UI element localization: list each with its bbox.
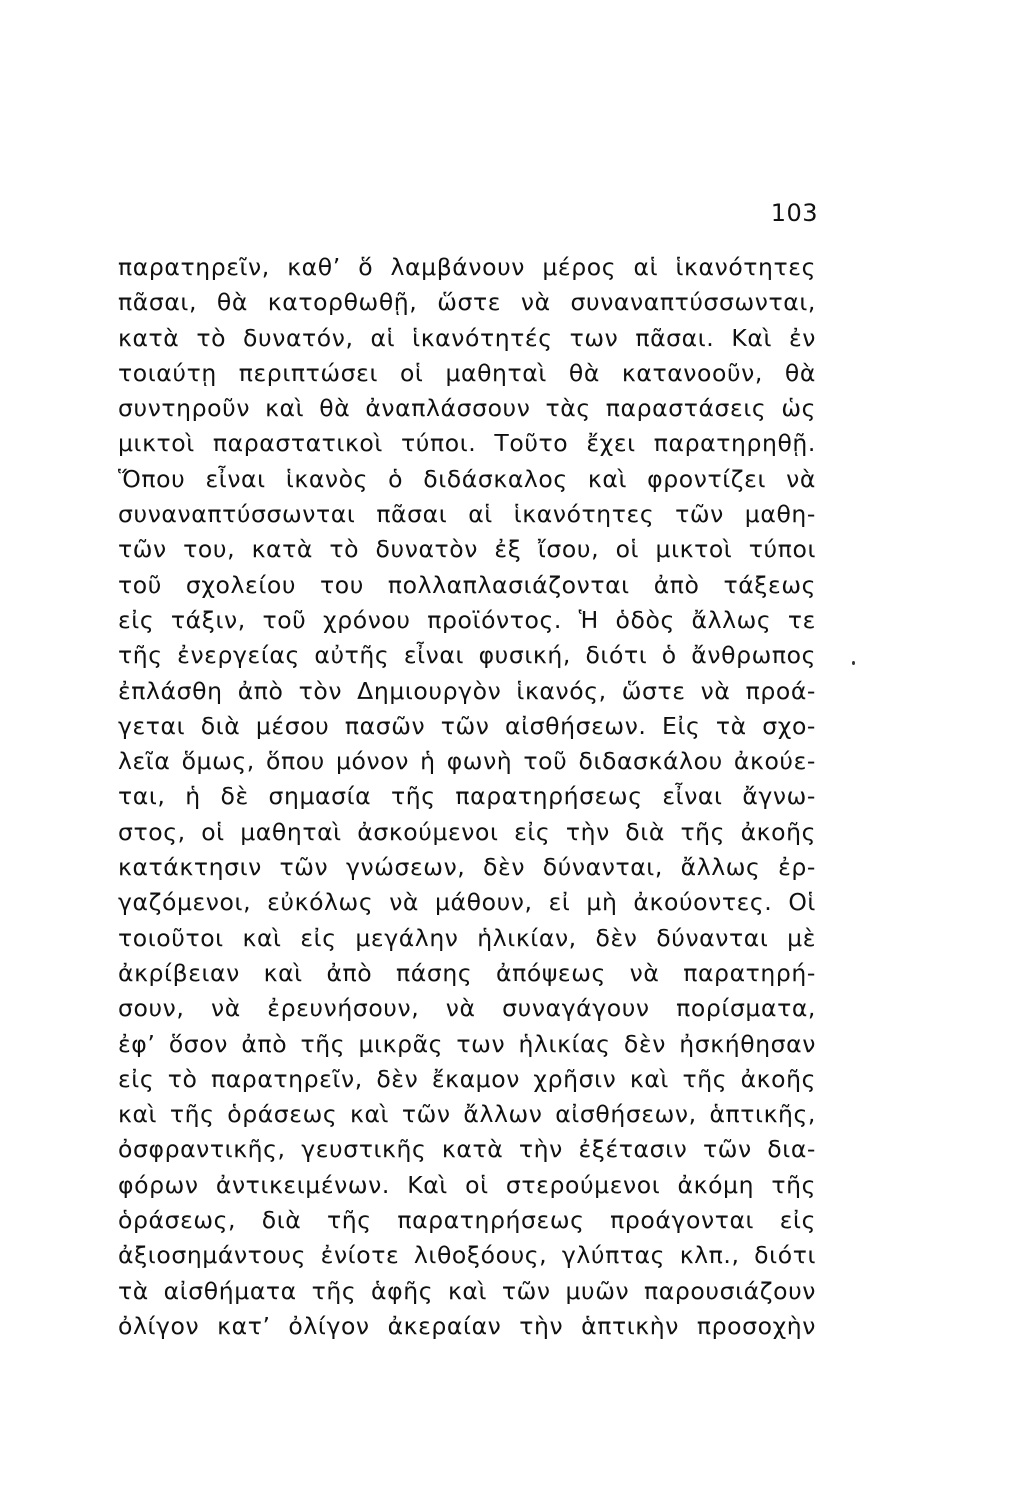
text-line: συντηροῦν καὶ θὰ ἀναπλάσσουν τὰς παραστάσεις ὡς <box>118 394 816 423</box>
text-line: ἐφ’ ὅσον ἀπὸ τῆς μικρᾶς των ἡλικίας δὲν ἠσκήθησαν <box>118 1029 816 1058</box>
text-line: γεται διὰ μέσου πασῶν τῶν αἰσθήσεων. Εἰς τὰ σχο- <box>118 711 816 740</box>
text-line: τῶν του, κατὰ τὸ δυνατὸν ἐξ ἴσου, οἱ μικτοὶ τύποι <box>118 535 816 564</box>
text-line: κατάκτησιν τῶν γνώσεων, δὲν δύνανται, ἄλλως ἐρ- <box>118 853 816 882</box>
print-speck <box>852 661 855 665</box>
text-line: ἀκρίβειαν καὶ ἀπὸ πάσης ἀπόψεως νὰ παρατηρή- <box>118 958 816 987</box>
text-line: παρατηρεῖν, καθ’ ὅ λαμβάνουν μέρος αἱ ἱκανότητες <box>118 253 816 281</box>
text-line: ὀλίγον κατ’ ὀλίγον ἀκεραίαν τὴν ἁπτικὴν προσοχὴν <box>118 1311 816 1340</box>
text-line: εἰς τάξιν, τοῦ χρόνου προϊόντος. Ἡ ὁδὸς ἄλλως τε <box>118 605 816 634</box>
text-line: πᾶσαι, θὰ κατορθωθῇ, ὥστε νὰ συναναπτύσσωνται, <box>118 288 816 317</box>
text-line: μικτοὶ παραστατικοὶ τύποι. Τοῦτο ἔχει παρατηρηθῇ. <box>118 429 816 458</box>
text-line: ὀσφραντικῆς, γευστικῆς κατὰ τὴν ἐξέτασιν τῶν δια- <box>118 1135 816 1164</box>
text-line: κατὰ τὸ δυνατόν, αἱ ἱκανότητές των πᾶσαι. Καὶ ἐν <box>118 323 816 352</box>
text-line: εἰς τὸ παρατηρεῖν, δὲν ἔκαμον χρῆσιν καὶ τῆς ἀκοῆς <box>118 1064 816 1093</box>
text-line: στος, οἱ μαθηταὶ ἀσκούμενοι εἰς τὴν διὰ τῆς ἀκοῆς <box>118 817 816 846</box>
text-line: συναναπτύσσωνται πᾶσαι αἱ ἱκανότητες τῶν μαθη- <box>118 500 816 529</box>
text-line: γαζόμενοι, εὐκόλως νὰ μάθουν, εἰ μὴ ἀκούοντες. Οἱ <box>118 888 816 917</box>
text-line: ἐπλάσθη ἀπὸ τὸν Δημιουργὸν ἱκανός, ὥστε νὰ προά- <box>118 676 816 705</box>
text-line: τὰ αἰσθήματα τῆς ἁφῆς καὶ τῶν μυῶν παρουσιάζουν <box>118 1276 816 1305</box>
text-line: τοιαύτῃ περιπτώσει οἱ μαθηταὶ θὰ κατανοοῦν, θὰ <box>118 358 816 387</box>
text-line: σουν, νὰ ἐρευνήσουν, νὰ συναγάγουν πορίσματα, <box>118 994 816 1023</box>
text-line: τοιοῦτοι καὶ εἰς μεγάλην ἡλικίαν, δὲν δύνανται μὲ <box>118 923 816 952</box>
text-line: καὶ τῆς ὁράσεως καὶ τῶν ἄλλων αἰσθήσεων, ἁπτικῆς, <box>118 1100 816 1129</box>
body-text <box>118 250 816 1344</box>
text-line: ἀξιοσημάντους ἐνίοτε λιθοξόους, γλύπτας κλπ., διότι <box>118 1241 816 1270</box>
text-line: ὁράσεως, διὰ τῆς παρατηρήσεως προάγονται εἰς <box>118 1206 816 1235</box>
text-line: τοῦ σχολείου του πολλαπλασιάζονται ἀπὸ τάξεως <box>118 570 816 599</box>
text-line: τῆς ἐνεργείας αὐτῆς εἶναι φυσική, διότι ὁ ἄνθρωπος <box>118 641 816 670</box>
text-line: φόρων ἀντικειμένων. Καὶ οἱ στερούμενοι ἀκόμη τῆς <box>118 1170 816 1199</box>
text-line: λεῖα ὅμως, ὅπου μόνον ἡ φωνὴ τοῦ διδασκάλου ἀκούε- <box>118 747 816 776</box>
text-line: Ὅπου εἶναι ἱκανὸς ὁ διδάσκαλος καὶ φροντίζει νὰ <box>118 464 816 493</box>
page-number: 103 <box>770 199 818 227</box>
text-line: ται, ἡ δὲ σημασία τῆς παρατηρήσεως εἶναι ἄγνω- <box>118 782 816 811</box>
